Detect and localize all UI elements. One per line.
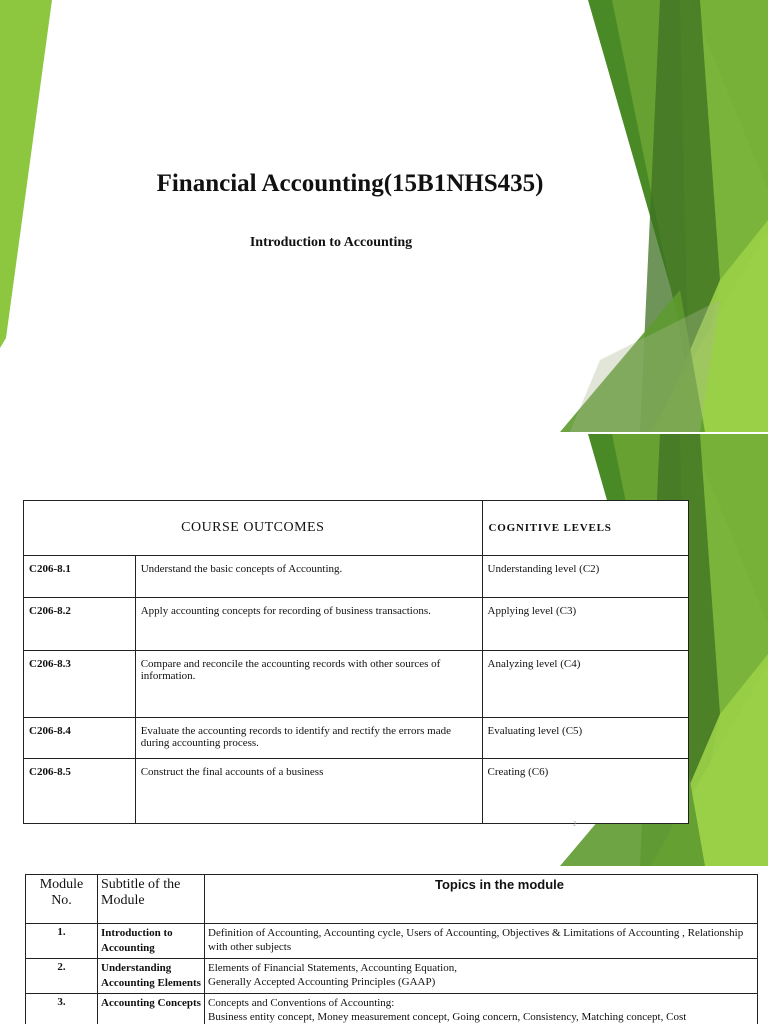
outcome-description: Construct the final accounts of a business — [135, 759, 482, 824]
cognitive-levels-header: COGNITIVE LEVELS — [482, 501, 688, 556]
outcome-description: Apply accounting concepts for recording of business transactions. — [135, 598, 482, 651]
course-outcomes-table — [23, 500, 689, 824]
outcome-code: C206-8.5 — [24, 759, 136, 824]
module-number: 3. — [26, 994, 98, 1024]
cognitive-level: Analyzing level (C4) — [482, 651, 688, 718]
outcome-description: Understand the basic concepts of Accounting. — [135, 556, 482, 598]
module-topics: Concepts and Conventions of Accounting: Business entity concept, Money measurement concept, Going concern, Consistency, Matching concept, Cost — [205, 994, 758, 1024]
slide-title: Financial Accounting(15B1NHS435) — [156, 170, 544, 197]
outcome-description: Compare and reconcile the accounting records with other sources of information. — [135, 651, 482, 718]
table-row — [24, 651, 689, 718]
course-outcomes-slide — [0, 434, 768, 866]
outcome-code: C206-8.3 — [24, 651, 136, 718]
outcome-code: C206-8.4 — [24, 718, 136, 759]
module-subtitle-header: Subtitle of the Module — [98, 875, 205, 924]
table-row — [26, 994, 758, 1024]
modules-slide — [0, 866, 768, 1024]
module-number: 2. — [26, 959, 98, 994]
cognitive-level: Creating (C6) — [482, 759, 688, 824]
module-number: 1. — [26, 924, 98, 959]
module-topics: Elements of Financial Statements, Accounting Equation, Generally Accepted Accounting Principles (GAAP) — [205, 959, 758, 994]
table-header-row — [24, 501, 689, 556]
module-topics: Definition of Accounting, Accounting cycle, Users of Accounting, Objectives & Limitations of Accounting , Relationship with other subjects — [205, 924, 758, 959]
slide-subtitle: Introduction to Accounting — [249, 235, 413, 250]
table-row — [24, 598, 689, 651]
outcome-code: C206-8.1 — [24, 556, 136, 598]
course-outcomes-header: COURSE OUTCOMES — [24, 501, 483, 556]
table-row — [24, 718, 689, 759]
modules-table — [25, 874, 758, 1024]
module-subtitle: Accounting Concepts — [98, 994, 205, 1024]
title-slide — [0, 0, 768, 432]
table-row — [24, 556, 689, 598]
cognitive-level: Understanding level (C2) — [482, 556, 688, 598]
table-row — [24, 759, 689, 824]
page-number: 2 — [573, 820, 577, 828]
table-header-row — [26, 875, 758, 924]
module-subtitle: Understanding Accounting Elements — [98, 959, 205, 994]
table-row — [26, 959, 758, 994]
topics-header: Topics in the module — [205, 875, 758, 924]
cognitive-level: Evaluating level (C5) — [482, 718, 688, 759]
green-decoration-right — [0, 0, 768, 432]
module-subtitle: Introduction to Accounting — [98, 924, 205, 959]
cognitive-level: Applying level (C3) — [482, 598, 688, 651]
module-no-header: Module No. — [26, 875, 98, 924]
outcome-description: Evaluate the accounting records to identify and rectify the errors made during accounting process. — [135, 718, 482, 759]
outcome-code: C206-8.2 — [24, 598, 136, 651]
table-row — [26, 924, 758, 959]
